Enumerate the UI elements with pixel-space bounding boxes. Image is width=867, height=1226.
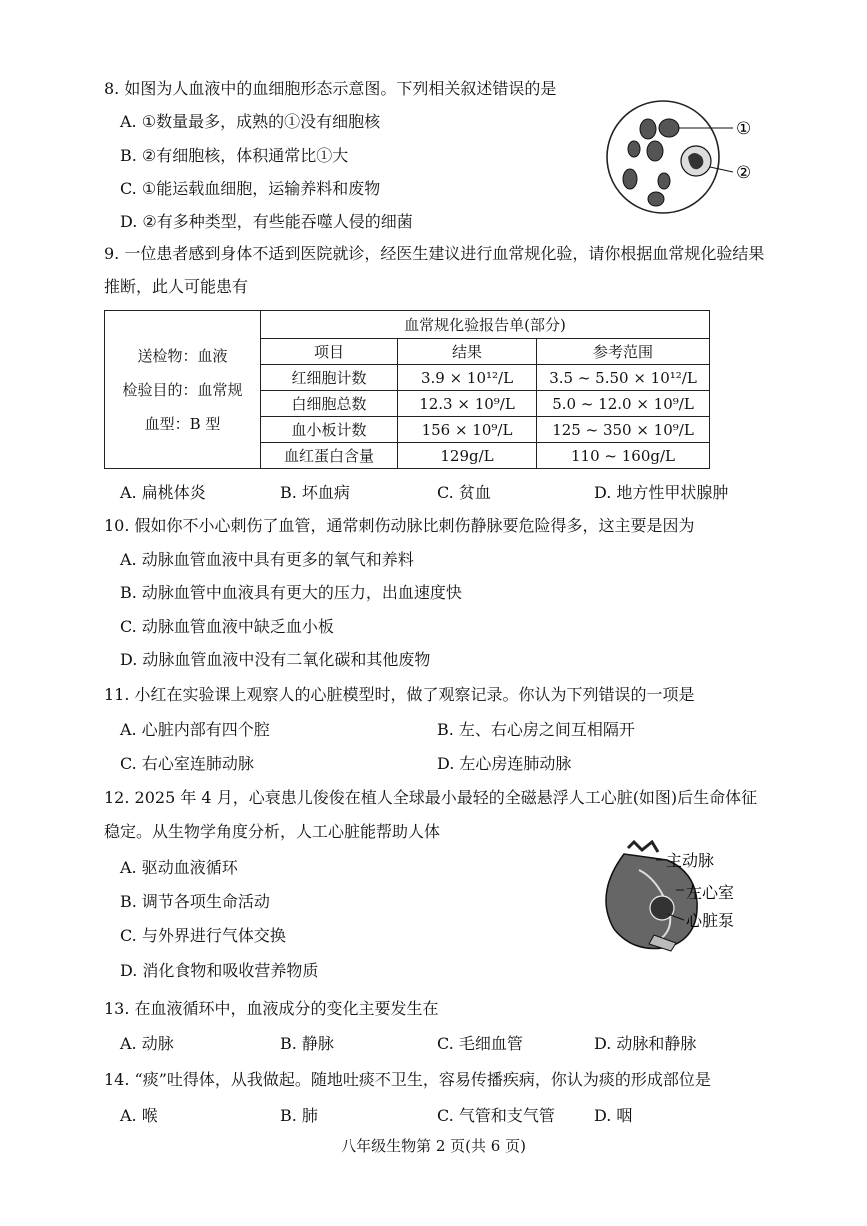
report-cell: 血小板计数: [261, 417, 398, 443]
fig-label-1: ①: [736, 119, 752, 139]
q12-option-a: A. 驱动血液循环: [120, 858, 238, 877]
report-header-result: 结果: [398, 339, 537, 365]
q12-option-d: D. 消化食物和吸收营养物质: [120, 961, 319, 980]
fig-label-aorta: 主动脉: [666, 851, 715, 870]
q12-stem-line2: 稳定。从生物学角度分析，人工心脏能帮助人体: [104, 822, 441, 841]
fig-label-heart-pump: 心脏泵: [686, 911, 735, 930]
report-specimen: 送检物：血液: [137, 346, 228, 365]
q10-option-c: C. 动脉血管血液中缺乏血小板: [120, 617, 334, 636]
report-meta-cell: [105, 311, 261, 469]
q12-option-b: B. 调节各项生命活动: [120, 892, 270, 911]
artificial-heart-figure: [594, 840, 774, 958]
report-cell: 红细胞计数: [261, 365, 398, 391]
q9-stem-line1: 9. 一位患者感到身体不适到医院就诊，经医生建议进行血常规化验，请你根据血常规化验结果: [104, 244, 765, 263]
report-cell: 5.0 ~ 12.0 × 10⁹/L: [537, 391, 710, 417]
q11-option-b: B. 左、右心房之间互相隔开: [437, 720, 635, 739]
report-title: 血常规化验报告单(部分): [261, 311, 710, 339]
q14-option-c: C. 气管和支气管: [437, 1106, 555, 1125]
q14-option-a: A. 喉: [120, 1106, 158, 1125]
report-cell: 129g/L: [398, 443, 537, 469]
report-cell: 156 × 10⁹/L: [398, 417, 537, 443]
report-cell: 125 ~ 350 × 10⁹/L: [537, 417, 710, 443]
report-cell: 12.3 × 10⁹/L: [398, 391, 537, 417]
fig-label-left-ventricle: 左心室: [686, 883, 735, 902]
q13-option-d: D. 动脉和静脉: [594, 1034, 697, 1053]
q9-option-a: A. 扁桃体炎: [120, 483, 206, 502]
q13-option-c: C. 毛细血管: [437, 1034, 523, 1053]
q12-option-c: C. 与外界进行气体交换: [120, 926, 286, 945]
q10-option-d: D. 动脉血管血液中没有二氧化碳和其他废物: [120, 650, 431, 669]
blood-cell-figure: [600, 95, 790, 225]
report-cell: 血红蛋白含量: [261, 443, 398, 469]
q14-option-d: D. 咽: [594, 1106, 633, 1125]
q9-option-c: C. 贫血: [437, 483, 491, 502]
q13-stem: 13. 在血液循环中，血液成分的变化主要发生在: [104, 999, 439, 1018]
report-cell: 110 ~ 160g/L: [537, 443, 710, 469]
q8-stem: 8. 如图为人血液中的血细胞形态示意图。下列相关叙述错误的是: [104, 79, 557, 98]
q9-stem-line2: 推断，此人可能患有: [104, 277, 249, 296]
q14-stem: 14. “痰”吐得体，从我做起。随地吐痰不卫生，容易传播疾病，你认为痰的形成部位是: [104, 1070, 711, 1089]
fig-label-2: ②: [736, 163, 752, 183]
q8-option-a: A. ①数量最多，成熟的①没有细胞核: [120, 112, 381, 131]
q10-option-b: B. 动脉血管中血液具有更大的压力，出血速度快: [120, 583, 462, 602]
report-purpose: 检验目的：血常规: [122, 380, 243, 399]
q9-option-b: B. 坏血病: [280, 483, 350, 502]
q11-option-d: D. 左心房连肺动脉: [437, 754, 572, 773]
report-cell: 白细胞总数: [261, 391, 398, 417]
q11-option-a: A. 心脏内部有四个腔: [120, 720, 270, 739]
q13-option-b: B. 静脉: [280, 1034, 334, 1053]
report-cell: 3.5 ~ 5.50 × 10¹²/L: [537, 365, 710, 391]
report-cell: 3.9 × 10¹²/L: [398, 365, 537, 391]
report-blood-type: 血型：B 型: [144, 414, 221, 433]
report-header-item: 项目: [261, 339, 398, 365]
blood-report-table: [104, 310, 710, 469]
q9-option-d: D. 地方性甲状腺肿: [594, 483, 729, 502]
q13-option-a: A. 动脉: [120, 1034, 174, 1053]
q8-option-b: B. ②有细胞核，体积通常比①大: [120, 146, 349, 165]
q8-option-c: C. ①能运载血细胞，运输养料和废物: [120, 179, 381, 198]
q11-option-c: C. 右心室连肺动脉: [120, 754, 254, 773]
q8-option-d: D. ②有多种类型，有些能吞噬人侵的细菌: [120, 212, 413, 231]
report-header-range: 参考范围: [537, 339, 710, 365]
q11-stem: 11. 小红在实验课上观察人的心脏模型时，做了观察记录。你认为下列错误的一项是: [104, 685, 695, 704]
page-footer: 八年级生物第 2 页(共 6 页): [341, 1137, 526, 1155]
q10-stem: 10. 假如你不小心刺伤了血管，通常刺伤动脉比刺伤静脉要危险得多，这主要是因为: [104, 516, 695, 535]
q12-stem-line1: 12. 2025 年 4 月，心衰患儿俊俊在植人全球最小最轻的全磁悬浮人工心脏(如图)后生命体征: [104, 788, 758, 807]
q10-option-a: A. 动脉血管血液中具有更多的氧气和养料: [120, 550, 414, 569]
q14-option-b: B. 肺: [280, 1106, 318, 1125]
